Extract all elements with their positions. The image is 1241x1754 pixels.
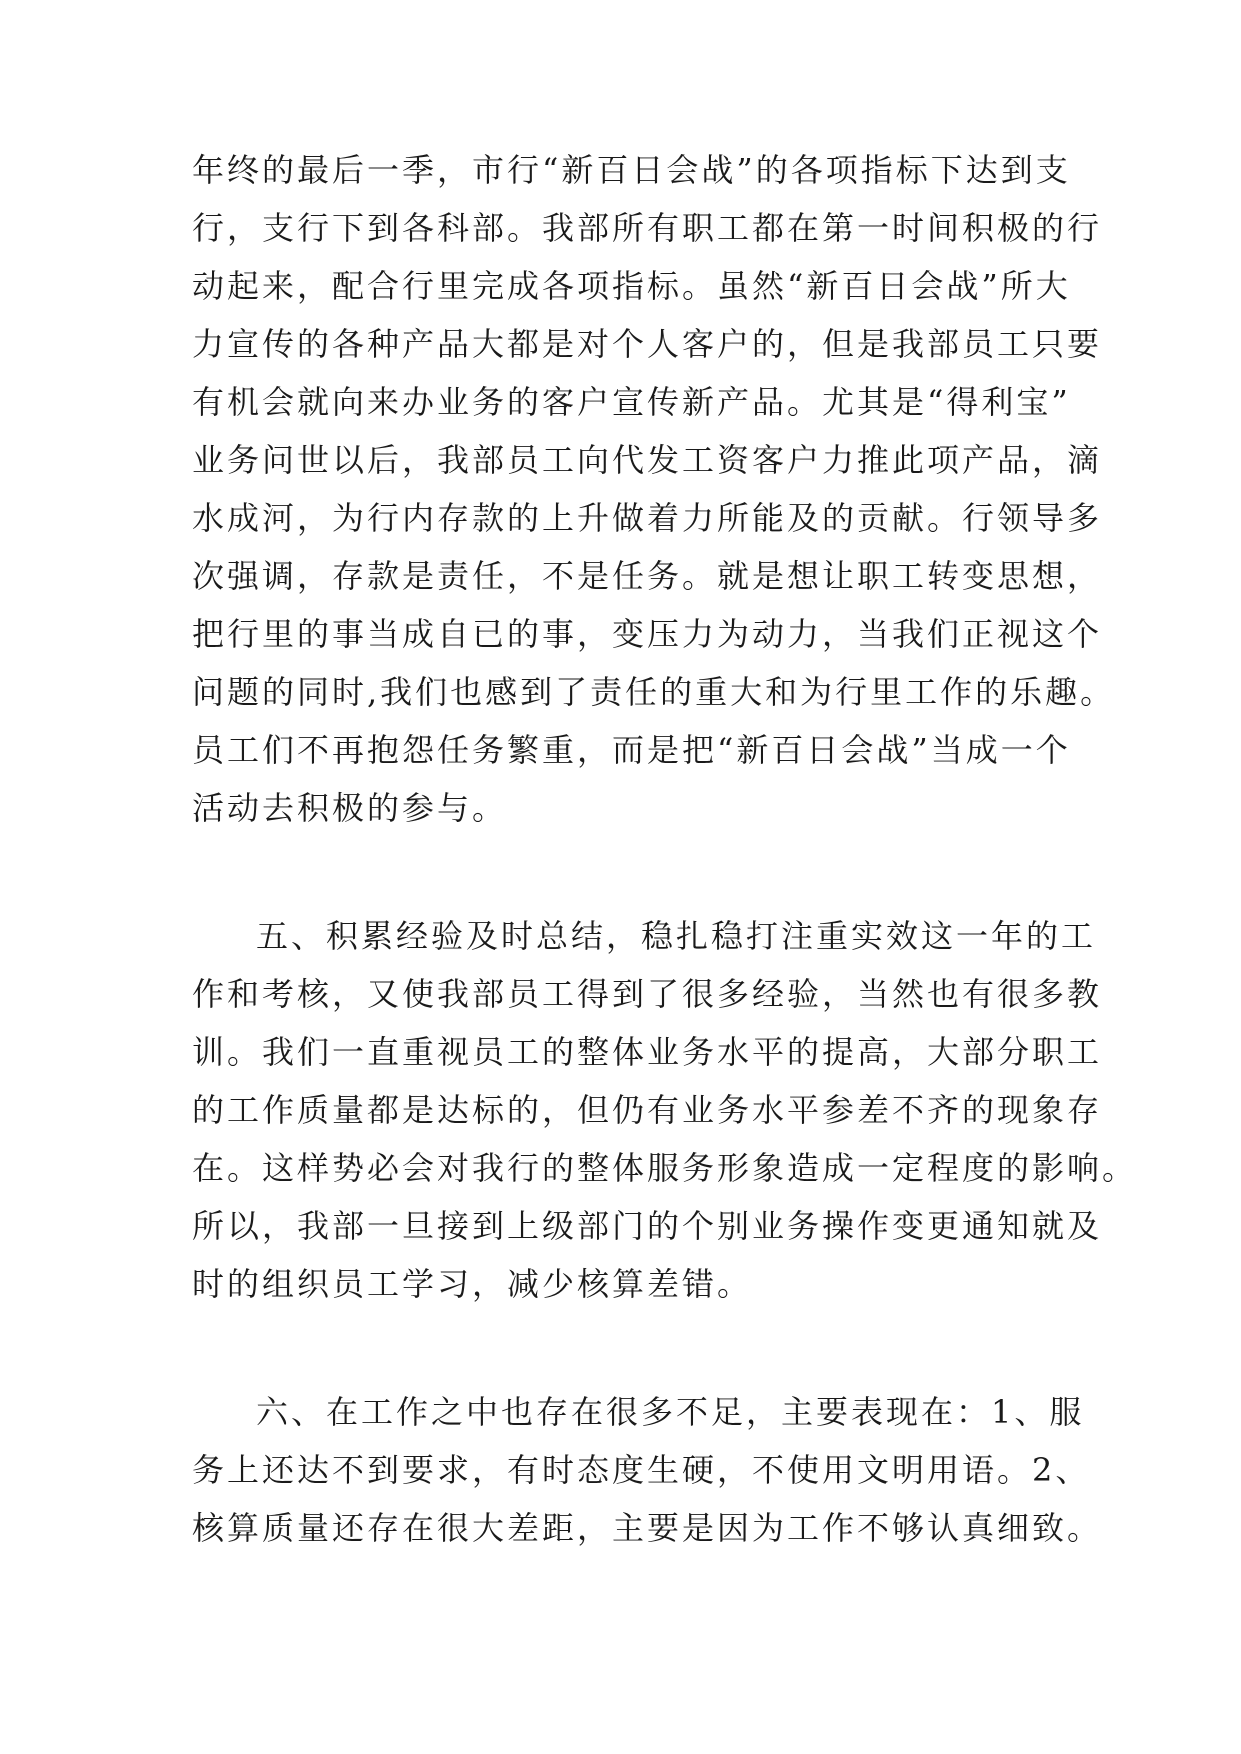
text-line: 作和考核，又使我部员工得到了很多经验，当然也有很多教 bbox=[192, 975, 1103, 1013]
text-line: 在。这样势必会对我行的整体服务形象造成一定程度的影响。 bbox=[192, 1149, 1138, 1187]
text-line: 业务问世以后，我部员工向代发工资客户力推此项产品，滴 bbox=[192, 441, 1103, 479]
text-line: 所以，我部一旦接到上级部门的个别业务操作变更通知就及 bbox=[192, 1207, 1103, 1245]
text-line: 水成河，为行内存款的上升做着力所能及的贡献。行领导多 bbox=[192, 499, 1103, 537]
text-line: 活动去积极的参与。 bbox=[192, 789, 508, 827]
section-heading-line: 六、在工作之中也存在很多不足，主要表现在：1、服 bbox=[256, 1393, 1085, 1431]
text-line: 的工作质量都是达标的，但仍有业务水平参差不齐的现象存 bbox=[192, 1091, 1103, 1129]
text-line: 力宣传的各种产品大都是对个人客户的，但是我部员工只要 bbox=[192, 325, 1103, 363]
text-line: 有机会就向来办业务的客户宣传新产品。尤其是“得利宝” bbox=[192, 383, 1071, 421]
text-line: 务上还达不到要求，有时态度生硬，不使用文明用语。2、 bbox=[192, 1451, 1091, 1489]
text-line: 次强调，存款是责任，不是任务。就是想让职工转变思想， bbox=[192, 557, 1103, 595]
text-line: 行，支行下到各科部。我部所有职工都在第一时间积极的行 bbox=[192, 209, 1103, 247]
text-line: 问题的同时,我们也感到了责任的重大和为行里工作的乐趣。 bbox=[192, 673, 1116, 711]
text-line: 把行里的事当成自已的事，变压力为动力，当我们正视这个 bbox=[192, 615, 1103, 653]
text-line: 时的组织员工学习，减少核算差错。 bbox=[192, 1265, 753, 1303]
text-line: 核算质量还存在很大差距，主要是因为工作不够认真细致。 bbox=[192, 1509, 1103, 1547]
text-line: 年终的最后一季，市行“新百日会战”的各项指标下达到支 bbox=[192, 151, 1071, 189]
text-line: 员工们不再抱怨任务繁重，而是把“新百日会战”当成一个 bbox=[192, 731, 1071, 769]
section-heading-line: 五、积累经验及时总结，稳扎稳打注重实效这一年的工 bbox=[256, 917, 1097, 955]
text-line: 动起来，配合行里完成各项指标。虽然“新百日会战”所大 bbox=[192, 267, 1071, 305]
text-line: 训。我们一直重视员工的整体业务水平的提高，大部分职工 bbox=[192, 1033, 1103, 1071]
